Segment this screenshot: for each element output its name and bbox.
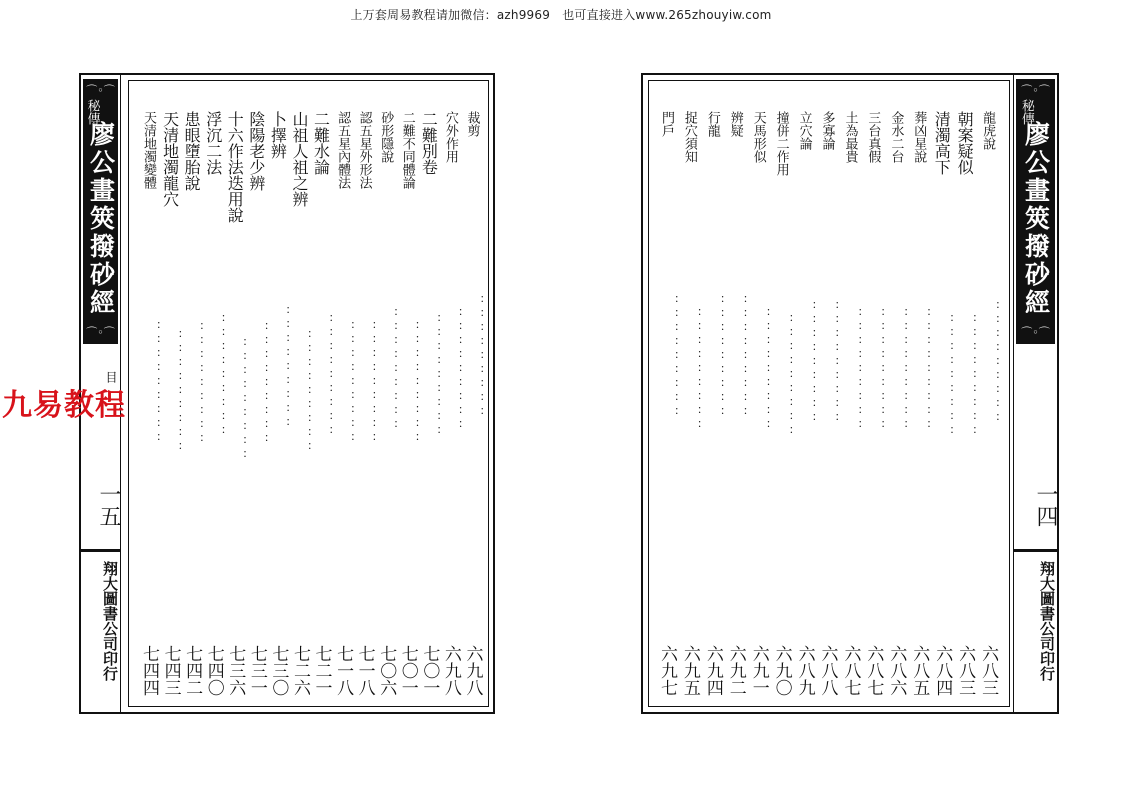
book-title: 廖公畫筴撥砂經 — [86, 121, 116, 317]
left-toc — [137, 111, 486, 696]
toc-entry-page: 六九七 — [656, 645, 677, 696]
toc-dot-leader: ：：：：：：：：： — [896, 307, 910, 434]
toc-entry-page: 七三一 — [246, 645, 267, 696]
book-title-box — [83, 79, 118, 344]
toc-dot-leader: ：：：：：：：：： — [364, 320, 378, 447]
left-text-frame — [128, 80, 489, 707]
toc-entry-page: 六八七 — [863, 645, 884, 696]
toc-entry-title: 天清地濁龍穴 — [160, 111, 180, 207]
toc-entry-page: 七〇六 — [376, 645, 397, 696]
toc-dot-leader: ：：：：：：：：： — [278, 305, 292, 432]
toc-entry-title: 立穴論 — [796, 111, 812, 150]
toc-entry-title: 浮沉二法 — [203, 111, 223, 175]
toc-entry-title: 穴外作用 — [442, 111, 458, 163]
toc-entry — [655, 111, 680, 696]
toc-dot-leader: ：：：：：：：：： — [450, 307, 464, 434]
toc-entry — [976, 111, 1002, 696]
toc-dot-leader: ：：：：：：：：： — [429, 313, 443, 440]
toc-entry — [907, 111, 933, 696]
toc-entry-title: 三台真假 — [865, 111, 881, 163]
toc-entry-page: 七四三 — [160, 645, 181, 696]
toc-dot-leader: ：：：：：：：：： — [407, 320, 421, 447]
toc-entry-page: 六九八 — [440, 645, 461, 696]
toc-entry-page: 七二六 — [289, 645, 310, 696]
publisher-rule — [1014, 549, 1057, 552]
title-prefix: 秘傳 — [84, 99, 100, 125]
toc-entry — [838, 111, 864, 696]
toc-entry-page: 六九二 — [725, 645, 746, 696]
title-ornament-bottom: ⌒◦⌒ — [1021, 326, 1050, 339]
toc-entry-title: 多寡論 — [819, 111, 835, 150]
toc-entry-title: 二難水論 — [311, 111, 331, 175]
toc-dot-leader: ：：：：：：：：： — [827, 301, 841, 427]
toc-entry — [288, 111, 313, 696]
toc-entry-page: 六九五 — [679, 645, 700, 696]
toc-entry — [861, 111, 887, 696]
toc-dot-leader: ：：：：：：：：： — [343, 320, 357, 447]
toc-entry-title: 裁剪 — [464, 111, 480, 137]
right-toc — [655, 111, 1002, 696]
title-ornament-top: ⌒◦⌒ — [1021, 84, 1050, 97]
toc-entry-page: 六八三 — [955, 645, 976, 696]
toc-entry-title: 金水二台 — [888, 111, 904, 163]
section-mark: 目 — [104, 371, 118, 383]
book-title: 廖公畫筴撥砂經 — [1021, 121, 1051, 317]
toc-entry-title: 二難不同體論 — [399, 111, 415, 189]
toc-entry-page: 六八九 — [794, 645, 815, 696]
toc-entry-page: 七三〇 — [268, 645, 289, 696]
toc-entry-page: 七〇一 — [419, 645, 440, 696]
toc-entry-title: 葬凶星說 — [911, 111, 927, 163]
toc-dot-leader: ：：：：：：：：： — [666, 294, 680, 421]
toc-entry-page: 七四二 — [182, 645, 203, 696]
left-page — [79, 73, 495, 714]
title-ornament-bottom: ⌒◦⌒ — [86, 326, 115, 339]
toc-dot-leader: ：：：：：：：：： — [170, 329, 184, 456]
toc-dot-leader: ：：：：：：：：： — [942, 313, 956, 440]
toc-entry-title: 門戶 — [658, 111, 674, 137]
toc-entry-page: 六八八 — [817, 645, 838, 696]
toc-dot-leader: ：：：：：：：：： — [965, 313, 979, 440]
toc-entry-page: 六九四 — [702, 645, 723, 696]
toc-entry — [884, 111, 910, 696]
toc-dot-leader: ：：：：：：：：： — [149, 320, 162, 447]
toc-entry — [678, 111, 703, 696]
page-number: 一四 — [1033, 483, 1058, 527]
toc-dot-leader: ：：：：：：：：： — [192, 321, 206, 448]
toc-entry — [439, 111, 464, 696]
toc-entry — [701, 111, 726, 696]
watermark-logo: 九易教程 — [2, 388, 126, 423]
toc-entry-page: 六八七 — [840, 645, 861, 696]
title-ornament-top: ⌒◦⌒ — [86, 84, 115, 97]
toc-dot-leader: ：：：：：：：：： — [873, 307, 887, 434]
toc-entry-title: 土為最貴 — [842, 111, 858, 163]
toc-dot-leader: ：：：：：：：：： — [321, 313, 335, 440]
toc-entry-title: 撞併二作用 — [773, 111, 789, 176]
toc-dot-leader: ：：：：：：：：： — [804, 301, 818, 427]
toc-dot-leader: ：：：：：：：：： — [758, 307, 772, 434]
book-title-box — [1016, 79, 1055, 344]
toc-entry-page: 七四四 — [139, 645, 159, 696]
toc-entry-title: 天馬形似 — [750, 111, 766, 163]
toc-dot-leader: ：：：：：：：：： — [235, 337, 249, 464]
toc-entry-title: 捉穴須知 — [681, 111, 697, 163]
toc-entry-title: 龍虎說 — [980, 111, 996, 150]
toc-entry-page: 七一八 — [354, 645, 375, 696]
toc-entry-title: 辨疑 — [727, 111, 743, 137]
toc-entry-page: 七二一 — [311, 645, 332, 696]
toc-entry-page: 六九〇 — [771, 645, 792, 696]
toc-entry-page: 七〇一 — [397, 645, 418, 696]
toc-entry — [747, 111, 772, 696]
toc-entry-page: 七四〇 — [203, 645, 224, 696]
toc-dot-leader: ：：：：：：：：： — [781, 314, 795, 440]
publisher-imprint: 翔大圖書公司印行 — [101, 561, 119, 681]
publisher-rule — [81, 549, 120, 552]
publisher-imprint: 翔大圖書公司印行 — [1038, 561, 1056, 681]
toc-entry-page: 六八三 — [978, 645, 999, 696]
toc-entry-page: 六九八 — [462, 645, 483, 696]
toc-entry-title: 朝案疑似 — [955, 111, 975, 175]
toc-dot-leader: ：：：：：：：：： — [919, 307, 933, 434]
toc-entry-title: 患眼墮胎說 — [182, 111, 202, 191]
toc-entry-page: 六八四 — [932, 645, 953, 696]
toc-entry — [930, 111, 956, 696]
toc-entry-title: 二難別卷 — [419, 111, 439, 175]
toc-entry — [137, 111, 162, 696]
toc-dot-leader: ：：：：：：：：： — [850, 307, 864, 434]
toc-entry-page: 六九一 — [748, 645, 769, 696]
toc-entry-title: 天清地濁變體 — [141, 111, 156, 189]
right-page — [641, 73, 1059, 714]
toc-entry — [953, 111, 979, 696]
toc-entry-page: 六八六 — [886, 645, 907, 696]
toc-entry-page: 六八五 — [909, 645, 930, 696]
toc-entry — [724, 111, 749, 696]
toc-dot-leader: ：：：：：：：：： — [386, 307, 400, 434]
toc-dot-leader: ：：：：：：：：： — [689, 307, 703, 434]
toc-entry — [245, 111, 270, 696]
toc-entry-page: 七一八 — [333, 645, 354, 696]
toc-dot-leader: ：：：：：：：：： — [299, 329, 313, 456]
toc-entry-page: 七三六 — [225, 645, 246, 696]
title-prefix: 秘傳 — [1018, 99, 1034, 125]
toc-entry-title: 陰陽老少辨 — [246, 111, 266, 191]
toc-entry-title: 清濁高下 — [932, 111, 952, 175]
right-text-frame — [648, 80, 1010, 707]
toc-entry-title: 十六作法迭用說 — [225, 111, 245, 223]
toc-entry-title: 山祖人祖之辨 — [289, 111, 309, 207]
toc-dot-leader: ：：：：：：：：： — [988, 301, 1002, 427]
toc-entry-title: 認五星外形法 — [356, 111, 372, 189]
page-number: 一五 — [96, 483, 121, 527]
toc-entry-title: 認五星內體法 — [335, 111, 351, 189]
toc-dot-leader: ：：：：：：：：： — [213, 313, 227, 440]
toc-dot-leader: ：：：：：：：：： — [735, 294, 749, 421]
toc-dot-leader: ：：：：：：：：： — [472, 294, 486, 421]
header-notice: 上万套周易教程请加微信：azh9969 也可直接进入www.265zhouyiw.com — [350, 8, 772, 22]
toc-entry — [770, 111, 795, 696]
right-spine — [1013, 75, 1057, 712]
toc-entry-title: 砂形隱說 — [378, 111, 394, 163]
toc-entry-title: 行龍 — [704, 111, 720, 137]
toc-entry — [816, 111, 841, 696]
toc-dot-leader: ：：：：：：：：： — [712, 294, 726, 421]
toc-entry-title: 卜擇辨 — [268, 111, 288, 159]
toc-dot-leader: ：：：：：：：：： — [256, 321, 270, 448]
toc-entry — [793, 111, 818, 696]
